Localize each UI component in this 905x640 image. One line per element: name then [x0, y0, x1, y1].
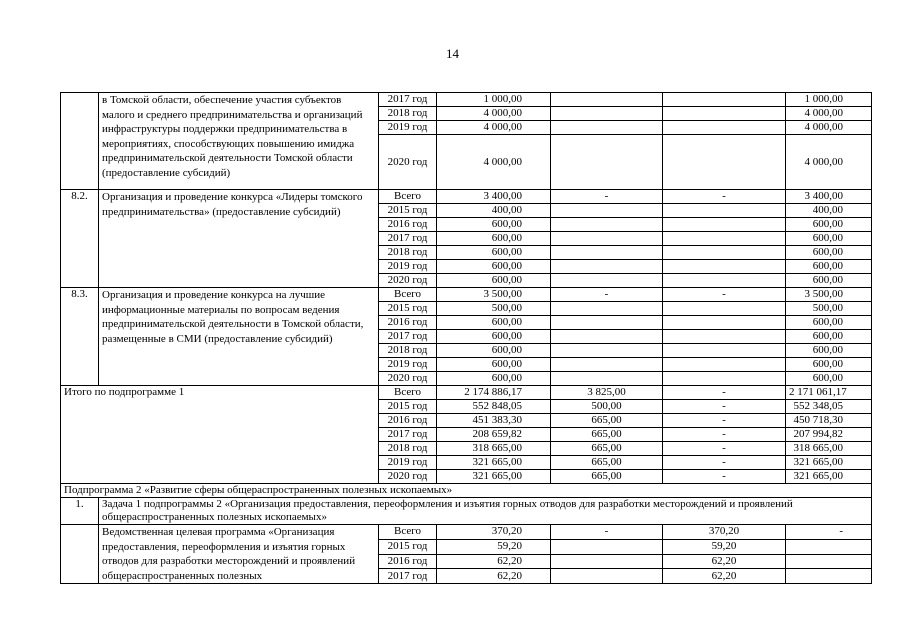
- row-col5: 207 994,82: [786, 428, 872, 442]
- row-col4: [663, 260, 786, 274]
- row-col4: [663, 344, 786, 358]
- row-col4: -: [663, 442, 786, 456]
- row-total: 4 000,00: [437, 135, 551, 190]
- row-total: 2 174 886,17: [437, 386, 551, 400]
- subtotal-label: Итого по подпрограмме 1: [61, 386, 379, 484]
- row-col5: [786, 554, 872, 569]
- row-col5: 600,00: [786, 330, 872, 344]
- row-total: 1 000,00: [437, 93, 551, 107]
- page-number: 14: [446, 46, 459, 61]
- row-col3: [551, 344, 663, 358]
- subprogram-row: [61, 484, 872, 498]
- row-col3: [551, 316, 663, 330]
- row-col4: [663, 316, 786, 330]
- row-total: 321 665,00: [437, 456, 551, 470]
- row-col3: [551, 302, 663, 316]
- row-col5: 321 665,00: [786, 456, 872, 470]
- row-year: 2017 год: [379, 93, 437, 107]
- item-description: Ведомственная целевая программа «Организация предоставления, переоформления и изъятия горных отводов для разработки месторождений и проявлений общераспространенных полезных: [99, 525, 379, 584]
- row-col5: 600,00: [786, 246, 872, 260]
- row-year: 2019 год: [379, 260, 437, 274]
- row-col3: [551, 372, 663, 386]
- row-year: Всего: [379, 386, 437, 400]
- item-description: Организация и проведение конкурса «Лидеры томского предпринимательства» (предоставление субсидий): [99, 190, 379, 288]
- row-col5: 500,00: [786, 302, 872, 316]
- table-row: [61, 93, 872, 107]
- row-total: 552 848,05: [437, 400, 551, 414]
- table-row: [61, 190, 872, 204]
- row-col3: [551, 135, 663, 190]
- row-col5: [786, 569, 872, 584]
- row-col5: 400,00: [786, 204, 872, 218]
- row-total: 59,20: [437, 539, 551, 554]
- row-col5: 600,00: [786, 344, 872, 358]
- row-col4: -: [663, 428, 786, 442]
- row-year: 2016 год: [379, 316, 437, 330]
- row-col4: [663, 107, 786, 121]
- row-col5: 4 000,00: [786, 135, 872, 190]
- row-year: Всего: [379, 525, 437, 540]
- row-col3: 3 825,00: [551, 386, 663, 400]
- row-year: 2017 год: [379, 428, 437, 442]
- row-col4: -: [663, 400, 786, 414]
- row-col5: 318 665,00: [786, 442, 872, 456]
- row-year: 2018 год: [379, 442, 437, 456]
- row-total: 600,00: [437, 330, 551, 344]
- row-total: 600,00: [437, 274, 551, 288]
- row-total: 321 665,00: [437, 470, 551, 484]
- row-total: 600,00: [437, 218, 551, 232]
- row-total: 4 000,00: [437, 107, 551, 121]
- row-col3: 665,00: [551, 456, 663, 470]
- row-col3: [551, 107, 663, 121]
- row-year: Всего: [379, 190, 437, 204]
- row-year: 2016 год: [379, 414, 437, 428]
- row-year: 2019 год: [379, 358, 437, 372]
- row-col5: 450 718,30: [786, 414, 872, 428]
- row-total: 451 383,30: [437, 414, 551, 428]
- row-year: 2020 год: [379, 372, 437, 386]
- row-year: 2020 год: [379, 135, 437, 190]
- row-col5: 2 171 061,17: [786, 386, 872, 400]
- row-total: 3 400,00: [437, 190, 551, 204]
- table-row: [61, 525, 872, 540]
- row-year: 2018 год: [379, 246, 437, 260]
- row-total: 600,00: [437, 358, 551, 372]
- row-col5: 600,00: [786, 316, 872, 330]
- row-col3: [551, 539, 663, 554]
- row-col3: [551, 93, 663, 107]
- row-col3: [551, 246, 663, 260]
- item-description: в Томской области, обеспечение участия субъектов малого и среднего предпринимательства и организаций инфраструктуры поддержки предпринимательства в мероприятиях, способствующих повышению имиджа предпринимательской деятельности Томской области (предоставление субсидий): [99, 93, 379, 190]
- row-year: 2019 год: [379, 456, 437, 470]
- row-year: 2017 год: [379, 232, 437, 246]
- row-total: 62,20: [437, 569, 551, 584]
- row-total: 4 000,00: [437, 121, 551, 135]
- row-col5: 4 000,00: [786, 107, 872, 121]
- item-number: 8.2.: [61, 190, 99, 288]
- row-year: 2018 год: [379, 107, 437, 121]
- row-col4: 59,20: [663, 539, 786, 554]
- row-col4: [663, 232, 786, 246]
- row-col4: -: [663, 456, 786, 470]
- row-col3: [551, 569, 663, 584]
- row-total: 500,00: [437, 302, 551, 316]
- row-col3: 500,00: [551, 400, 663, 414]
- row-col5: 1 000,00: [786, 93, 872, 107]
- row-year: 2018 год: [379, 344, 437, 358]
- row-col4: -: [663, 414, 786, 428]
- task-text: Задача 1 подпрограммы 2 «Организация предоставления, переоформления и изъятия горных отводов для разработки месторождений и проявлений общераспространенных полезных ископаемых»: [99, 498, 872, 525]
- row-col3: [551, 218, 663, 232]
- row-col4: -: [663, 288, 786, 302]
- row-total: 3 500,00: [437, 288, 551, 302]
- row-col5: -: [786, 525, 872, 540]
- row-col4: [663, 246, 786, 260]
- row-col3: -: [551, 525, 663, 540]
- row-col3: 665,00: [551, 428, 663, 442]
- row-col5: 600,00: [786, 274, 872, 288]
- row-total: 208 659,82: [437, 428, 551, 442]
- row-year: 2019 год: [379, 121, 437, 135]
- row-total: 600,00: [437, 260, 551, 274]
- table-row: [61, 288, 872, 302]
- item-description: Организация и проведение конкурса на лучшие информационные материалы по вопросам ведения предпринимательской деятельности в Томской области, размещенные в СМИ (предоставление субсидий): [99, 288, 379, 386]
- row-col5: 600,00: [786, 260, 872, 274]
- budget-table: [60, 92, 872, 584]
- row-col5: 321 665,00: [786, 470, 872, 484]
- row-col3: [551, 232, 663, 246]
- row-col5: 600,00: [786, 232, 872, 246]
- row-col4: [663, 302, 786, 316]
- row-col3: [551, 554, 663, 569]
- row-col4: [663, 204, 786, 218]
- row-col3: 665,00: [551, 442, 663, 456]
- row-col3: -: [551, 190, 663, 204]
- row-col4: [663, 358, 786, 372]
- row-col4: [663, 135, 786, 190]
- row-col4: [663, 121, 786, 135]
- row-year: 2015 год: [379, 400, 437, 414]
- row-total: 600,00: [437, 316, 551, 330]
- subprogram-title: Подпрограмма 2 «Развитие сферы общераспространенных полезных ископаемых»: [61, 484, 872, 498]
- row-year: Всего: [379, 288, 437, 302]
- row-year: 2016 год: [379, 554, 437, 569]
- task-number: 1.: [61, 498, 99, 525]
- row-col4: -: [663, 470, 786, 484]
- row-total: 600,00: [437, 372, 551, 386]
- row-col4: [663, 274, 786, 288]
- subtotal-row: [61, 386, 872, 400]
- row-year: 2020 год: [379, 470, 437, 484]
- row-col5: 3 500,00: [786, 288, 872, 302]
- item-number: 8.3.: [61, 288, 99, 386]
- row-total: 600,00: [437, 246, 551, 260]
- item-number: [61, 525, 99, 584]
- row-col3: [551, 121, 663, 135]
- row-col5: 600,00: [786, 372, 872, 386]
- row-col3: [551, 330, 663, 344]
- item-number: [61, 93, 99, 190]
- row-col5: 4 000,00: [786, 121, 872, 135]
- row-col3: [551, 274, 663, 288]
- row-col3: [551, 204, 663, 218]
- row-col4: 62,20: [663, 569, 786, 584]
- row-col5: 600,00: [786, 358, 872, 372]
- row-col3: [551, 260, 663, 274]
- row-col4: 62,20: [663, 554, 786, 569]
- row-col5: 552 348,05: [786, 400, 872, 414]
- row-year: 2015 год: [379, 204, 437, 218]
- row-year: 2015 год: [379, 302, 437, 316]
- task-row: [61, 498, 872, 525]
- row-col4: [663, 93, 786, 107]
- row-year: 2016 год: [379, 218, 437, 232]
- row-col3: [551, 358, 663, 372]
- row-col4: [663, 330, 786, 344]
- row-col3: 665,00: [551, 414, 663, 428]
- row-year: 2017 год: [379, 330, 437, 344]
- row-total: 600,00: [437, 344, 551, 358]
- row-year: 2015 год: [379, 539, 437, 554]
- row-col4: 370,20: [663, 525, 786, 540]
- row-year: 2017 год: [379, 569, 437, 584]
- row-col4: [663, 372, 786, 386]
- row-total: 62,20: [437, 554, 551, 569]
- row-col4: -: [663, 386, 786, 400]
- row-col3: 665,00: [551, 470, 663, 484]
- row-col5: [786, 539, 872, 554]
- row-year: 2020 год: [379, 274, 437, 288]
- row-col5: 3 400,00: [786, 190, 872, 204]
- row-col4: [663, 218, 786, 232]
- row-col3: -: [551, 288, 663, 302]
- row-col4: -: [663, 190, 786, 204]
- row-total: 370,20: [437, 525, 551, 540]
- row-total: 400,00: [437, 204, 551, 218]
- row-col5: 600,00: [786, 218, 872, 232]
- row-total: 318 665,00: [437, 442, 551, 456]
- row-total: 600,00: [437, 232, 551, 246]
